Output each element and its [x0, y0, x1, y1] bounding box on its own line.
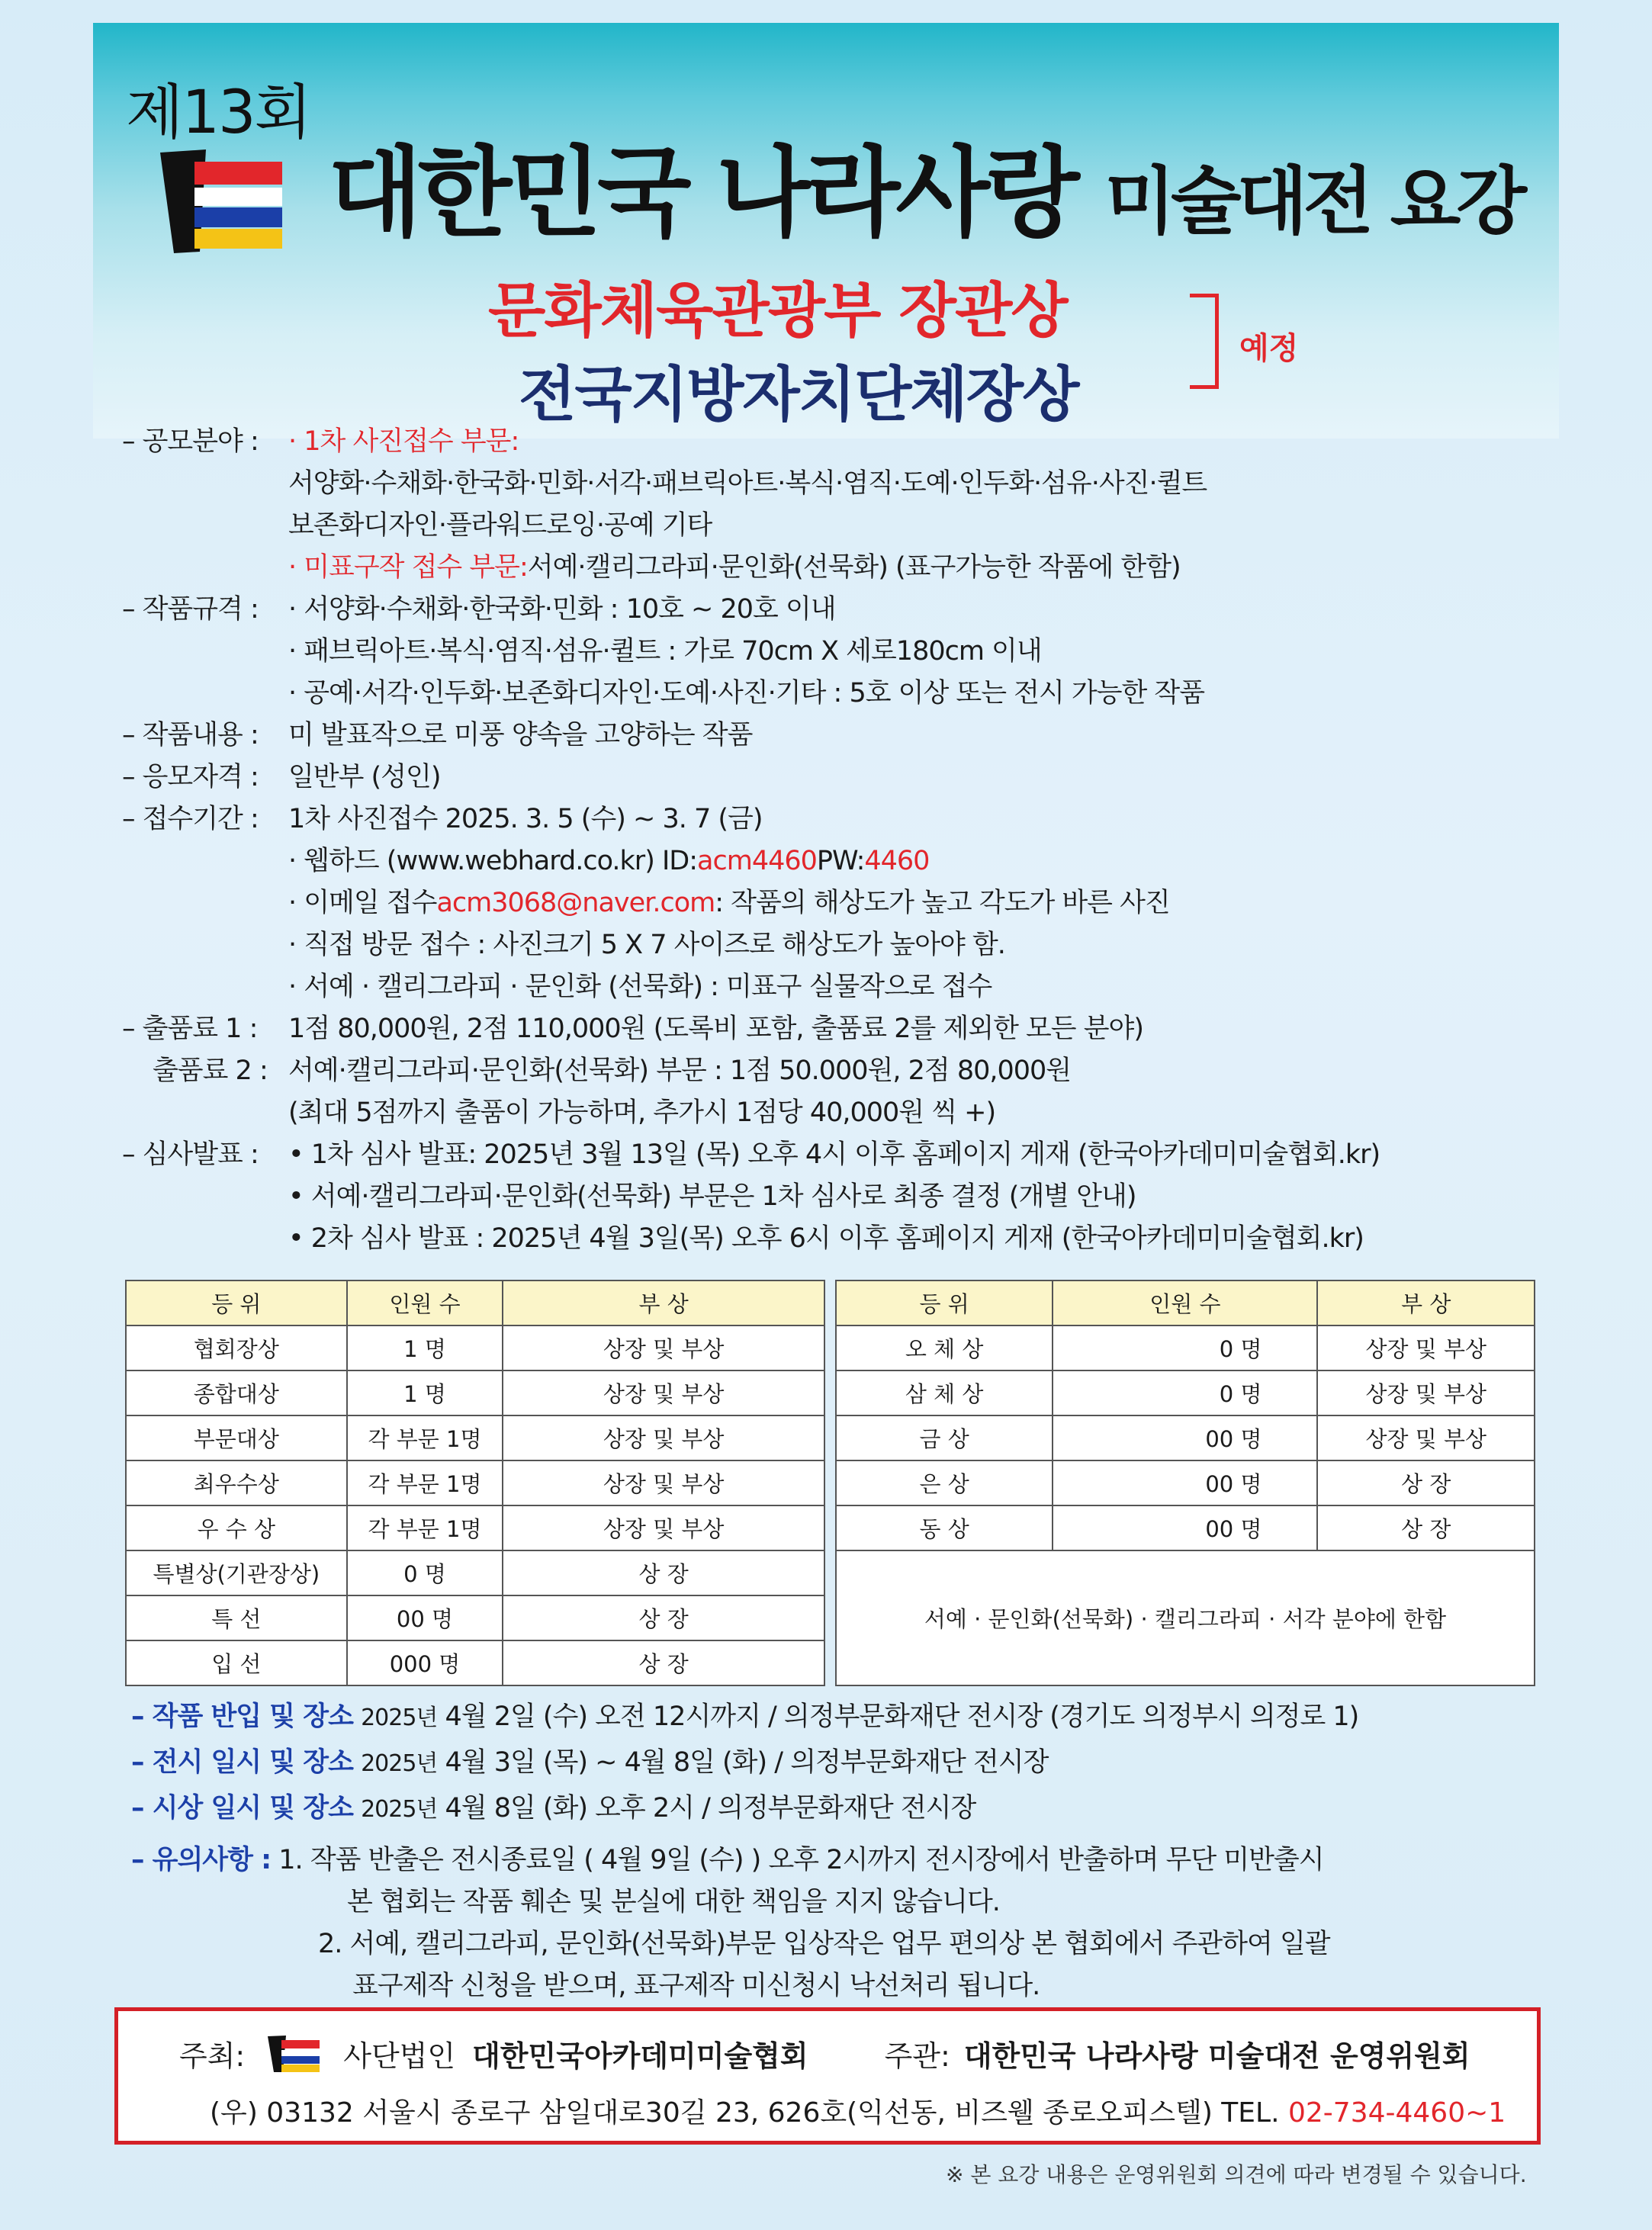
- table-header-row: [126, 1280, 824, 1325]
- table-row: 특별상(기관장상) 0 명 상 장: [126, 1550, 824, 1595]
- schedule-section: [131, 1695, 1358, 1832]
- webhard-pw: 4460: [864, 846, 930, 876]
- phone-number[interactable]: 02-734-4460~1: [1288, 2097, 1506, 2129]
- period-calli: [122, 966, 1571, 1008]
- judging-line-1: [122, 1134, 1571, 1176]
- notes-label: – 유의사항 :: [131, 1845, 272, 1875]
- exhibit-text: 4월 3일 (목) ~ 4월 8일 (화) / 의정부문화재단 전시장: [437, 1747, 1049, 1778]
- header-rank: 등 위: [126, 1280, 347, 1325]
- table-row: 오 체 상 0 명 상장 및 부상: [836, 1325, 1535, 1370]
- logo-flag-icon: [265, 2034, 322, 2074]
- table-row: 삼 체 상 0 명 상장 및 부상: [836, 1370, 1535, 1415]
- qualification-line: [122, 757, 1571, 798]
- period-label: – 접수기간 :: [122, 804, 259, 834]
- table-row: 종합대상 1 명 상장 및 부상: [126, 1370, 824, 1415]
- schedule-award: – 시상 일시 및 장소 2025년 4월 8일 (화) 오후 2시 / 의정부문화재단 전시장: [131, 1793, 976, 1824]
- award-ministry: 문화체육관광부 장관상: [488, 277, 1067, 345]
- webhard-id: acm4460: [697, 846, 817, 876]
- email-address-link[interactable]: acm3068@naver.com: [436, 888, 715, 918]
- table-row: 특 선 00 명 상 장: [126, 1595, 824, 1640]
- note-1a: – 유의사항 : 1. 작품 반출은 전시종료일 ( 4월 9일 (수) ) 오후 2시까지 전시장에서 반출하며 무단 미반출시: [131, 1845, 1324, 1875]
- table-row: 협회장상 1 명 상장 및 부상: [126, 1325, 824, 1370]
- table-note-row: [836, 1550, 1535, 1685]
- logo-flag-icon: [153, 145, 290, 259]
- fee2-line-2: [122, 1092, 1571, 1134]
- spec-item: · 패브릭아트·복식·염직·섬유·퀼트 : 가로 70cm X 세로180cm 이내: [288, 636, 1042, 667]
- award-label: – 시상 일시 및 장소: [131, 1793, 353, 1824]
- field-line-3: [122, 505, 1571, 547]
- field-unframed-desc: 서예·캘리그라피·문인화(선묵화) (표구가능한 작품에 한함): [527, 552, 1181, 583]
- award-local-gov: 전국지방자치단체장상: [519, 361, 1078, 429]
- judging-item: • 1차 심사 발표: 2025년 3월 13일 (목) 오후 4시 이후 홈페이지 게재 (한국아카데미미술협회.kr): [288, 1139, 1380, 1170]
- field-line-4: [122, 547, 1571, 589]
- main-title-primary: 대한민국 나라사랑: [328, 136, 1075, 250]
- webhard-text: · 웹하드 (www.webhard.co.kr) ID:: [288, 846, 698, 876]
- email-text: · 이메일 접수: [288, 888, 437, 918]
- host-prefix: 사단법인: [343, 2039, 456, 2073]
- header-count: 인원 수: [1053, 1280, 1317, 1325]
- judging-line-3: [122, 1218, 1571, 1260]
- prize-table-right: [835, 1280, 1535, 1686]
- header-prize: 부 상: [1317, 1280, 1535, 1325]
- field-photo-section: · 1차 사진접수 부문:: [288, 426, 519, 457]
- delivery-label: – 작품 반입 및 장소: [131, 1701, 353, 1732]
- judging-item: • 서예·캘리그라피·문인화(선묵화) 부문은 1차 심사로 최종 결정 (개별 안내): [288, 1181, 1136, 1212]
- table-row: 부문대상 각 부문 1명 상장 및 부상: [126, 1415, 824, 1460]
- schedule-exhibit: – 전시 일시 및 장소 2025년 4월 3일 (목) ~ 4월 8일 (화) / 의정부문화재단 전시장: [131, 1747, 1049, 1778]
- period-dates: 1차 사진접수 2025. 3. 5 (수) ~ 3. 7 (금): [288, 804, 763, 834]
- table-note: 서예 · 문인화(선묵화) · 캘리그라피 · 서각 분야에 한함: [836, 1550, 1535, 1685]
- spec-line-2: [122, 631, 1571, 673]
- spec-item: · 서양화·수채화·한국화·민화 : 10호 ~ 20호 이내: [288, 594, 836, 625]
- spec-line-1: [122, 589, 1571, 631]
- fee2-text: 서예·캘리그라피·문인화(선묵화) 부문 : 1점 50.000원, 2점 80,000원: [288, 1056, 1072, 1086]
- edition-label: 제13회: [126, 79, 310, 147]
- fee2-extra: (최대 5점까지 출품이 가능하며, 추가시 1점당 40,000원 씩 +): [288, 1097, 996, 1128]
- table-row: 입 선 000 명 상 장: [126, 1640, 824, 1685]
- exhibit-label: – 전시 일시 및 장소: [131, 1747, 353, 1778]
- qualification-text: 일반부 (성인): [288, 762, 441, 792]
- fee2-line: [122, 1050, 1571, 1092]
- period-line-1: [122, 798, 1571, 840]
- footer-address: [210, 2091, 1506, 2130]
- visit-text: · 직접 방문 접수 : 사진크기 5 X 7 사이즈로 해상도가 높아야 함.: [288, 930, 1005, 960]
- fee1-label: – 출품료 1 :: [122, 1014, 258, 1044]
- judging-item: • 2차 심사 발표 : 2025년 4월 3일(목) 오후 6시 이후 홈페이지 게재 (한국아카데미미술협회.kr): [288, 1223, 1364, 1254]
- judging-line-2: [122, 1176, 1571, 1218]
- email-note: : 작품의 해상도가 높고 각도가 바른 사진: [715, 888, 1170, 918]
- footer-organizers: [179, 2032, 1470, 2074]
- table-row: 동 상 00 명 상 장: [836, 1505, 1535, 1550]
- fee1-text: 1점 80,000원, 2점 110,000원 (도록비 포함, 출품료 2를 제외한 모든 분야): [288, 1014, 1144, 1044]
- period-visit: [122, 924, 1571, 966]
- org-name: 대한민국 나라사랑 미술대전 운영위원회: [963, 2039, 1470, 2073]
- note-2b: 표구제작 신청을 받으며, 표구제작 미신청시 낙선처리 됩니다.: [352, 1971, 1040, 2001]
- spec-label: – 작품규격 :: [122, 594, 259, 625]
- main-title: [328, 114, 1522, 255]
- qualification-label: – 응모자격 :: [122, 762, 259, 792]
- disclaimer: ※ 본 요강 내용은 운영위원회 의견에 따라 변경될 수 있습니다.: [946, 2162, 1527, 2187]
- content-text: 미 발표작으로 미풍 양속을 고양하는 작품: [288, 720, 753, 750]
- header-count: 인원 수: [347, 1280, 503, 1325]
- field-categories-2: 보존화디자인·플라워드로잉·공예 기타: [288, 510, 712, 541]
- field-label: – 공모분야 :: [122, 426, 259, 457]
- calli-text: · 서예 · 캘리그라피 · 문인화 (선묵화) : 미표구 실물작으로 접수: [288, 972, 992, 1002]
- bracket-decoration: [1190, 294, 1219, 389]
- fee1-line: [122, 1008, 1571, 1050]
- header-prize: 부 상: [503, 1280, 824, 1325]
- main-title-secondary: 미술대전 요강: [1104, 158, 1523, 244]
- table-row: 우 수 상 각 부문 1명 상장 및 부상: [126, 1505, 824, 1550]
- webhard-pw-label: PW:: [816, 846, 865, 876]
- prize-table-left: [125, 1280, 825, 1686]
- host-label: 주최:: [179, 2039, 246, 2073]
- note-2a: 2. 서예, 캘리그라피, 문인화(선묵화)부문 입상작은 업무 편의상 본 협회에서 주관하여 일괄: [318, 1929, 1330, 1959]
- period-email: [122, 882, 1571, 924]
- field-categories: 서양화·수채화·한국화·민화·서각·패브릭아트·복식·염직·도예·인두화·섬유·사진·퀼트: [288, 468, 1207, 499]
- org-label: 주관:: [884, 2039, 950, 2073]
- period-webhard: [122, 840, 1571, 882]
- table-row: 금 상 00 명 상장 및 부상: [836, 1415, 1535, 1460]
- note-1b: 본 협회는 작품 훼손 및 분실에 대한 책임을 지지 않습니다.: [347, 1887, 1000, 1917]
- address-text: (우) 03132 서울시 종로구 삼일대로30길 23, 626호(익선동, 비즈웰 종로오피스텔) TEL.: [210, 2097, 1288, 2129]
- schedule-delivery: – 작품 반입 및 장소 2025년 4월 2일 (수) 오전 12시까지 / 의정부문화재단 전시장 (경기도 의정부시 의정로 1): [131, 1701, 1359, 1732]
- table-row: 은 상 00 명 상 장: [836, 1460, 1535, 1505]
- field-unframed-section: · 미표구작 접수 부문:: [288, 552, 528, 583]
- spec-item: · 공예·서각·인두화·보존화디자인·도예·사진·기타 : 5호 이상 또는 전시 가능한 작품: [288, 678, 1205, 709]
- fee2-label: 출품료 2 :: [153, 1056, 268, 1086]
- footer-organizer-box: [114, 2007, 1541, 2145]
- judging-label: – 심사발표 :: [122, 1139, 259, 1170]
- table-row: 최우수상 각 부문 1명 상장 및 부상: [126, 1460, 824, 1505]
- field-line-1: [122, 421, 1571, 463]
- award-text: 4월 8일 (화) 오후 2시 / 의정부문화재단 전시장: [437, 1793, 976, 1824]
- guidelines-body: [122, 421, 1571, 1260]
- header-rank: 등 위: [836, 1280, 1053, 1325]
- host-name: 대한민국아카데미미술협회: [472, 2039, 808, 2073]
- planned-note: 예정: [1239, 331, 1299, 366]
- delivery-text: 4월 2일 (수) 오전 12시까지 / 의정부문화재단 전시장 (경기도 의정부시 의정로 1): [437, 1701, 1359, 1732]
- content-line: [122, 715, 1571, 757]
- table-header-row: [836, 1280, 1535, 1325]
- spec-line-3: [122, 673, 1571, 715]
- content-label: – 작품내용 :: [122, 720, 259, 750]
- notes-section: [131, 1840, 1330, 2007]
- field-line-2: [122, 463, 1571, 505]
